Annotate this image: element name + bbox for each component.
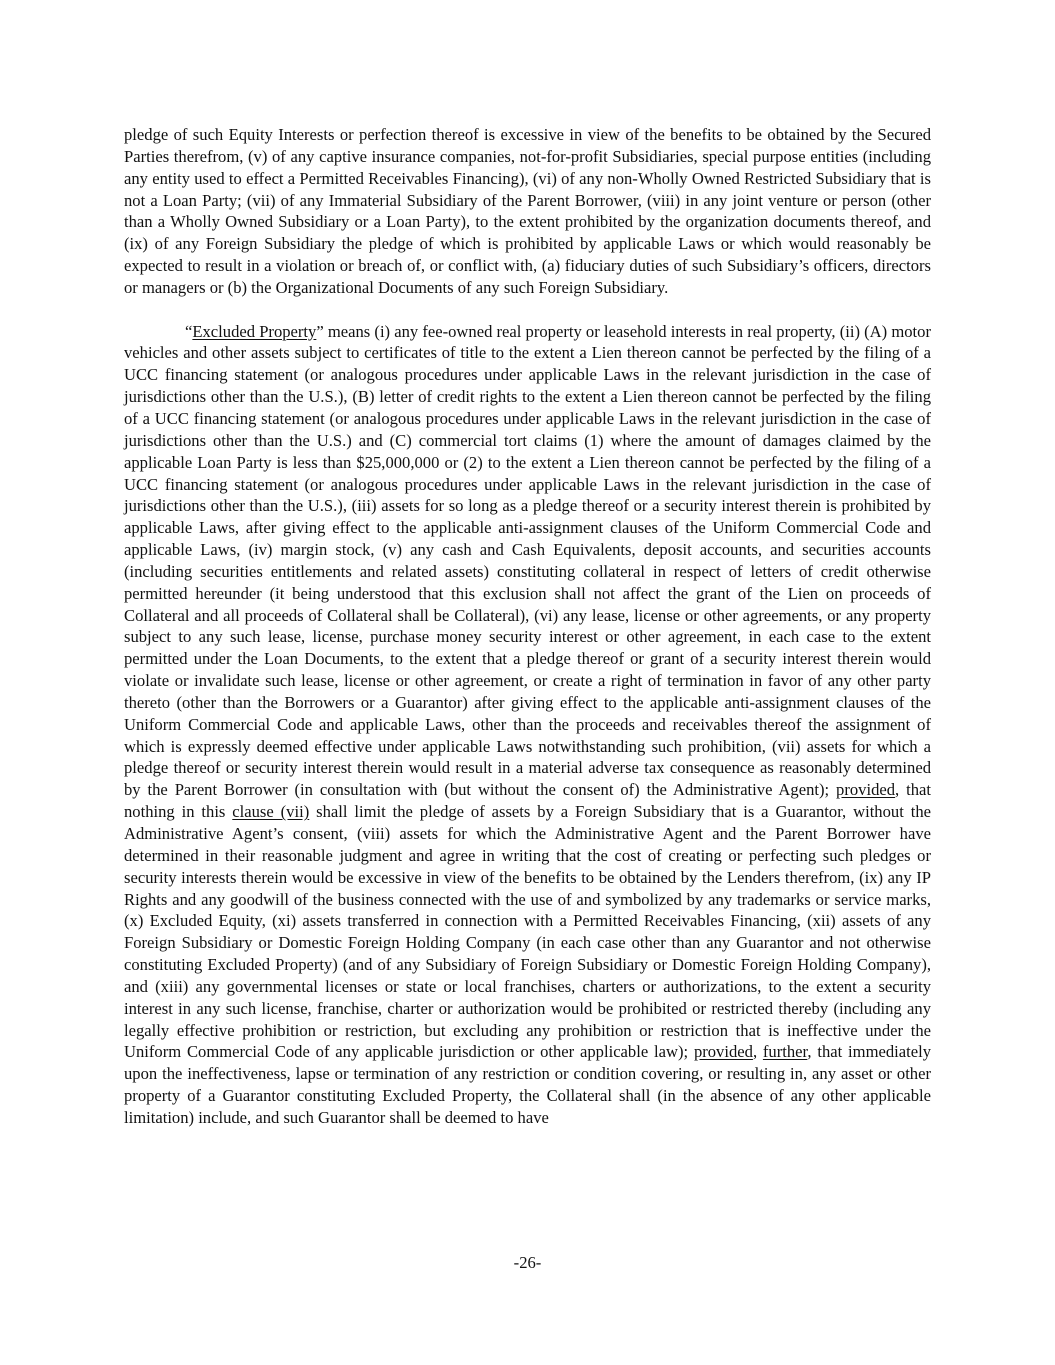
provided-term-2: provided [693,1042,753,1062]
document-body [124,124,931,1129]
clause-reference: clause (vii) [232,802,310,822]
definition-text-part-3: shall limit the pledge of assets by a Foreign Subsidiary that is a Guarantor, without the Administrative Agent’s consent, (viii) assets for which the Administrative Agent and the Parent Borrower have determined in their reasonable judgment and agree in writing that the cost of creating or perfecting such pledges or security interests therein would be excessive in view of the benefits to be obtained by the Lenders therefrom, (ix) any IP Rights and any goodwill of the business connected with the use of and symbolized by any trademarks or service marks, (x) Excluded Equity, (xi) assets transferred in connection with a Permitted Receivables Financing, (xii) assets of any Foreign Subsidiary or Domestic Foreign Holding Company (in each case other than any Guarantor and not otherwise constituting Excluded Property) (and of any Subsidiary of Foreign Subsidiary or Domestic Foreign Holding Company), and (xiii) any governmental licenses or state or local franchises, charters or authorizations, to the extent a security interest in any such license, franchise, charter or authorization would be prohibited or restricted thereby (including any legally effective prohibition or restriction, but excluding any prohibition or restriction that is ineffective under the Uniform Commercial Code of any applicable jurisdiction or other applicable law); [124,802,931,1062]
page-number: -26- [513,1253,542,1272]
open-quote: “ [185,321,193,341]
defined-term-excluded-property: Excluded Property [192,321,317,341]
paragraph-continuation: pledge of such Equity Interests or perfection thereof is excessive in view of the benefits to be obtained by the Secured Parties therefrom, (v) of any captive insurance companies, not-for-profit Subsidiaries, special purpose entities (including any entity used to effect a Permitted Receivables Financing), (vi) of any non-Wholly Owned Restricted Subsidiary that is not a Loan Party; (vii) of any Immaterial Subsidiary of the Parent Borrower, (viii) in any joint venture or person (other than a Wholly Owned Subsidiary or a Loan Party), to the extent prohibited by the organization documents thereof, and (ix) of any Foreign Subsidiary the pledge of which is prohibited by applicable Laws or which would reasonably be expected to result in a violation or breach of, or conflict with, (a) fiduciary duties of such Subsidiary’s officers, directors or managers or (b) the Organizational Documents of any such Foreign Subsidiary. [124,125,931,297]
provided-term: provided [836,780,896,800]
further-term: further [762,1042,808,1062]
definition-text-part-2: , that nothing in this [124,780,931,822]
definition-text-part-1: ” means (i) any fee-owned real property or leasehold interests in real property, (ii) (A) motor vehicles and other assets subject to certificates of title to the extent a Lien thereon cannot be perfected by the filing of a UCC financing statement (or analogous procedures under applicable Laws in the relevant jurisdiction in the case of jurisdictions other than the U.S.), (B) letter of credit rights to the extent a Lien thereon cannot be perfected by the filing of a UCC financing statement (or analogous procedures under applicable Laws in the relevant jurisdiction in the case of jurisdictions other than the U.S.) and (C) commercial tort claims (1) where the amount of damages claimed by the applicable Loan Party is less than $25,000,000 or (2) to the extent a Lien thereon cannot be perfected by the filing of a UCC financing statement (or analogous procedures under applicable Laws in the relevant jurisdiction in the case of jurisdictions other than the U.S.), (iii) assets for so long as a pledge thereof or a security interest therein is prohibited by applicable Laws, after giving effect to the applicable anti-assignment clauses of the Uniform Commercial Code and applicable Laws, (iv) margin stock, (v) any cash and Cash Equivalents, deposit accounts, and securities accounts (including securities entitlements and related assets) constituting collateral in respect of letters of credit otherwise permitted hereunder (it being understood that this exclusion shall not affect the grant of the Lien on proceeds of Collateral and all proceeds of Collateral shall be Collateral), (vi) any lease, license or other agreements, or any property subject to any such lease, license, purchase money security interest or other agreement, in each case to the extent permitted under the Loan Documents, to the extent that a pledge thereof or grant of a security interest therein would violate or invalidate such lease, license or other agreement, or create a right of termination in favor of any other party thereto (other than the Borrowers or a Guarantor) after giving effect to the applicable anti-assignment clauses of the Uniform Commercial Code and applicable Laws, other than the proceeds and receivables thereof the assignment of which is expressly deemed effective under applicable Laws notwithstanding such prohibition, (vii) assets for which a pledge thereof or security interest therein would result in a material adverse tax consequence as reasonably determined by the Parent Borrower (in consultation with (but without the consent of) the Administrative Agent); [124,321,931,800]
definition-text-part-4: , [752,1042,763,1062]
definition-text-part-5: , that immediately upon the ineffectiveness, lapse or termination of any restriction or condition covering, or resulting in, any asset or other property of a Guarantor constituting Excluded Property, the Collateral shall (in the absence of any other applicable limitation) include, and such Guarantor shall be deemed to have [124,1042,932,1127]
paragraph-excluded-property-definition [124,321,931,1129]
